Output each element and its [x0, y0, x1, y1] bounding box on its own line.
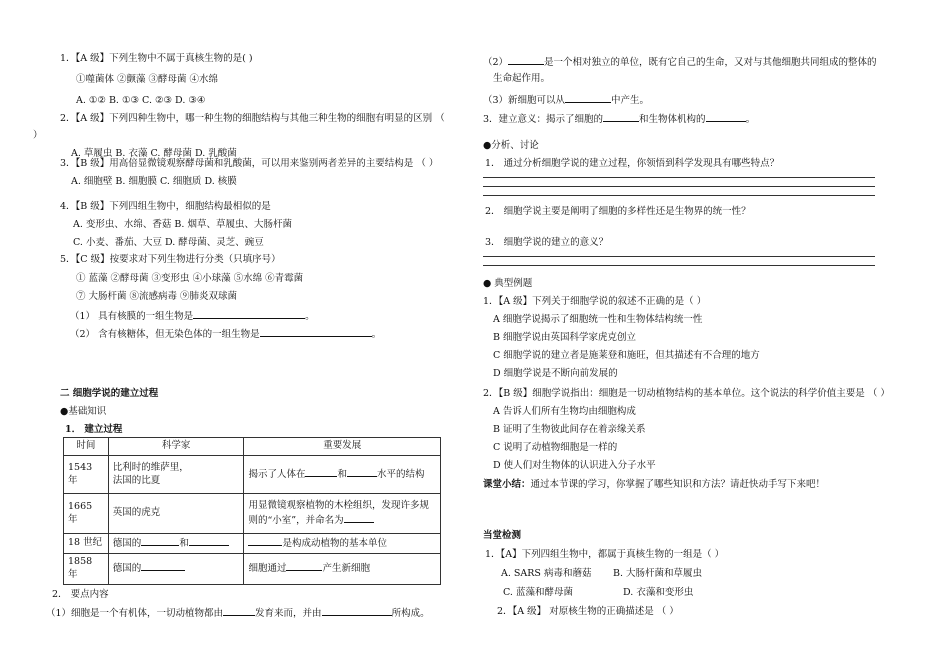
blank [286, 561, 322, 571]
example-2-option-b: B 证明了生物彼此间存在着亲缘关系 [493, 424, 646, 435]
q3-stem: 3．【B 级】用高倍显微镜观察酵母菌和乳酸菌，可以用来鉴别两者差异的主要结构是 （ ） [60, 158, 439, 169]
row-development: 揭示了人体在 和 水平的结构 [244, 456, 441, 494]
answer-line [483, 195, 875, 196]
check-1-option-d: D. 衣藻和变形虫 [623, 587, 694, 598]
row-scientist: 英国的虎克 [108, 494, 244, 534]
row-year: 1665 年 [64, 494, 109, 534]
q5-stem: 5．【C 级】按要求对下列生物进行分类（只填序号） [60, 254, 281, 265]
row-year: 1543 年 [64, 456, 109, 494]
row-development: 用显微镜观察植物的木栓组织，发现许多规则的“小室”，并命名为 [244, 494, 441, 534]
table-row [64, 554, 441, 585]
answer-line [483, 265, 875, 266]
point-3: （3）新细胞可以从 中产生。 [483, 95, 650, 106]
q1-answers: A. ①② B. ①③ C. ②③ D. ③④ [76, 95, 206, 106]
table-row [64, 456, 441, 494]
q5-row-1: ① 蓝藻 ②酵母菌 ③变形虫 ④小球藻 ⑤水绵 ⑥青霉菌 [76, 273, 304, 284]
q2-wrap: ） [33, 130, 43, 141]
check-1-option-b: B. 大肠杆菌和草履虫 [613, 568, 703, 579]
row-year: 18 世纪 [64, 534, 109, 554]
blank [706, 112, 746, 122]
example-2-option-d: D 使人们对生物体的认识进入分子水平 [493, 460, 656, 471]
example-1-option-c: C 细胞学说的建立者是施莱登和施旺，但其描述有不合理的地方 [493, 350, 760, 361]
blank [193, 309, 305, 319]
sub-heading-1: 1． 建立过程 [65, 424, 123, 435]
example-2-stem: 2．【B 级】细胞学说指出：细胞是一切动植物结构的基本单位。这个说法的科学价值主要是 （ ） [483, 388, 890, 399]
blank [603, 112, 639, 122]
check-1-option-c: C. 蓝藻和酵母菌 [503, 587, 573, 598]
header-development: 重要发展 [244, 438, 441, 456]
row-scientist: 比利时的维萨里， 法国的比夏 [108, 456, 244, 494]
row-scientist: 德国的 [108, 554, 244, 585]
table-row [64, 534, 441, 554]
discussion-2: 2． 细胞学说主要是阐明了细胞的多样性还是生物界的统一性？ [485, 206, 751, 217]
q5-sub-1: （1） 具有核膜的一组生物是 。 [70, 311, 315, 322]
check-1-stem: 1．【A】下列四组生物中，都属于真核生物的一组是（ ） [485, 549, 725, 560]
example-1-stem: 1．【A 级】下列关于细胞学说的叙述不正确的是（ ） [483, 296, 707, 307]
history-table [63, 437, 441, 585]
q3-options: A. 细胞壁 B. 细胞膜 C. 细胞质 D. 核膜 [71, 176, 237, 187]
check-1-option-a: A. SARS 病毒和蘑菇 [501, 568, 592, 579]
blank [508, 55, 544, 65]
blank [141, 536, 179, 546]
table-header-row [64, 438, 441, 456]
q2-stem: 2．【A 级】下列四种生物中，哪一种生物的细胞结构与其他三种生物的细胞有明显的区别 （ [60, 113, 445, 124]
header-scientist: 科学家 [108, 438, 244, 456]
check-heading: 当堂检测 [483, 530, 522, 541]
table-row [64, 494, 441, 534]
blank [322, 606, 392, 616]
point-1: （1）细胞是一个有机体，一切动植物都由 发育来而，并由 所构成。 [46, 608, 430, 619]
discussion-1: 1． 通过分析细胞学说的建立过程，你领悟到科学发现具有哪些特点？ [485, 158, 780, 169]
point-2: （2） 是一个相对独立的单位，既有它自己的生命，又对与其他细胞共同组成的整体的 [483, 57, 877, 68]
example-1-option-b: B 细胞学说由英国科学家虎克创立 [493, 332, 637, 343]
blank [305, 467, 337, 477]
blank [344, 513, 374, 523]
sub-heading-2: 2． 要点内容 [52, 589, 109, 600]
blank [347, 467, 377, 477]
q5-row-2: ⑦ 大肠杆菌 ⑧流感病毒 ⑨肺炎双球菌 [76, 291, 238, 302]
significance: 3．建立意义：揭示了细胞的 和生物体机构的 。 [483, 114, 756, 125]
section-heading: 二 细胞学说的建立过程 [60, 388, 159, 399]
blank [260, 327, 372, 337]
row-year: 1858 年 [64, 554, 109, 585]
check-2-stem: 2．【A 级】 对原核生物的正确描述是 （ ） [497, 606, 679, 617]
q1-options: ①噬菌体 ②颤藻 ③酵母菌 ④水绵 [76, 74, 219, 85]
q1-stem: 1．【A 级】下列生物中不属于真核生物的是( ) [60, 53, 253, 64]
examples-heading: ● 典型例题 [483, 278, 533, 289]
q2-options: A. 草履虫 B. 衣藻 C. 酵母菌 D. 乳酸菌 [71, 148, 237, 159]
answer-line [483, 186, 875, 187]
q5-sub-2: （2） 含有核糖体，但无染色体的一组生物是 。 [70, 329, 382, 340]
example-2-option-a: A 告诉人们所有生物均由细胞构成 [493, 406, 636, 417]
q4-options-2: C. 小麦、番茄、大豆 D. 酵母菌、灵芝、豌豆 [73, 237, 264, 248]
answer-line [483, 177, 875, 178]
blank [189, 536, 229, 546]
answer-line [483, 256, 875, 257]
blank [223, 606, 255, 616]
blank [141, 561, 185, 571]
basic-knowledge: ●基础知识 [60, 406, 107, 417]
q4-options-1: A. 变形虫、水绵、香菇 B. 烟草、草履虫、大肠杆菌 [73, 219, 292, 230]
discussion-heading: ●分析、讨论 [483, 140, 539, 151]
example-1-option-d: D 细胞学说是不断向前发展的 [493, 368, 618, 379]
lesson-summary: 课堂小结：通过本节课的学习，你掌握了哪些知识和方法？请赶快动手写下来吧！ [483, 479, 826, 490]
header-time: 时间 [64, 438, 109, 456]
point-2-cont: 生命起作用。 [493, 73, 551, 84]
example-1-option-a: A 细胞学说揭示了细胞统一性和生物体结构统一性 [493, 314, 703, 325]
blank [565, 93, 611, 103]
example-2-option-c: C 说明了动植物细胞是一样的 [493, 442, 618, 453]
row-development: 是构成动植物的基本单位 [244, 534, 441, 554]
row-development: 细胞通过 产生新细胞 [244, 554, 441, 585]
discussion-3: 3． 细胞学说的建立的意义？ [485, 237, 609, 248]
blank [248, 536, 282, 546]
q4-stem: 4．【B 级】下列四组生物中，细胞结构最相似的是 [60, 201, 271, 212]
row-scientist: 德国的 和 [108, 534, 244, 554]
